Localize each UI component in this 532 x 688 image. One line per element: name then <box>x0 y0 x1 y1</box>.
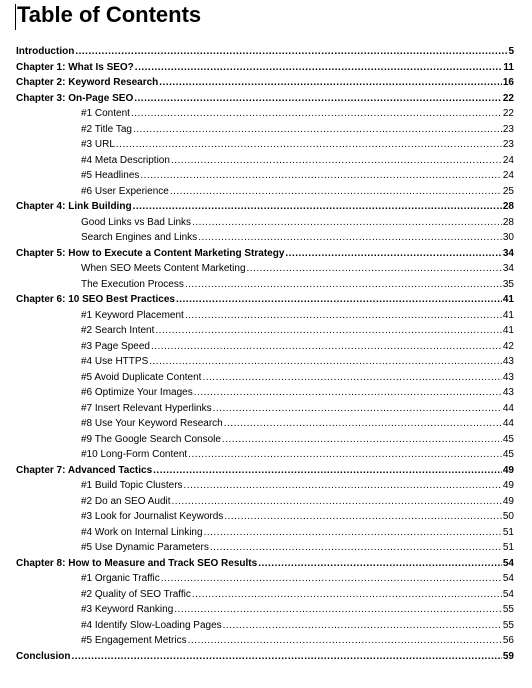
toc-entry-section[interactable] <box>16 494 514 510</box>
toc-entry-chapter[interactable] <box>16 556 514 572</box>
toc-entry-label: #4 Work on Internal Linking <box>81 526 203 538</box>
toc-page-number: 54 <box>502 573 514 584</box>
toc-dot-leader <box>192 215 502 231</box>
toc-entry-section[interactable] <box>16 168 514 184</box>
toc-page-number: 49 <box>502 495 514 507</box>
toc-entry-label: #3 Keyword Ranking <box>81 604 174 615</box>
toc-entry-chapter[interactable] <box>16 60 514 76</box>
table-of-contents <box>16 44 514 664</box>
toc-entry-section[interactable] <box>16 385 514 401</box>
toc-entry-chapter[interactable] <box>16 199 514 215</box>
toc-dot-leader <box>194 385 502 401</box>
toc-entry-section[interactable] <box>16 432 514 448</box>
toc-entry-label: Chapter 8: How to Measure and Track SEO Results <box>16 557 258 569</box>
toc-entry-chapter[interactable] <box>16 292 514 308</box>
toc-page-number: 45 <box>502 433 514 445</box>
toc-dot-leader <box>153 463 502 479</box>
toc-entry-label: #6 Optimize Your Images <box>81 387 193 398</box>
toc-entry-label: #4 Use HTTPS <box>81 356 149 367</box>
toc-page-number: 43 <box>502 371 514 383</box>
toc-entry-section[interactable] <box>16 184 514 200</box>
toc-entry-chapter[interactable] <box>16 75 514 91</box>
toc-page-number: 23 <box>502 123 514 135</box>
toc-entry-section[interactable] <box>16 339 514 355</box>
toc-dot-leader <box>133 122 502 138</box>
toc-entry-section[interactable] <box>16 401 514 417</box>
toc-entry-section[interactable] <box>16 153 514 169</box>
toc-page-number: 59 <box>502 650 514 662</box>
toc-entry-label: Introduction <box>16 46 75 57</box>
toc-entry-chapter[interactable] <box>16 44 514 60</box>
toc-dot-leader <box>247 261 502 277</box>
toc-entry-label: Search Engines and Links <box>81 232 198 243</box>
toc-entry-chapter[interactable] <box>16 91 514 107</box>
toc-entry-label: Chapter 3: On-Page SEO <box>16 92 134 104</box>
toc-entry-label: When SEO Meets Content Marketing <box>81 263 246 274</box>
toc-dot-leader <box>192 587 502 603</box>
toc-entry-section[interactable] <box>16 602 514 618</box>
toc-entry-label: #5 Avoid Duplicate Content <box>81 371 202 383</box>
toc-entry-chapter[interactable] <box>16 246 514 262</box>
toc-dot-leader <box>134 91 502 107</box>
toc-page-number: 43 <box>502 356 514 367</box>
toc-page-number: 41 <box>502 309 514 321</box>
toc-entry-label: #2 Title Tag <box>81 123 132 135</box>
toc-page-number: 45 <box>502 449 514 460</box>
toc-entry-section[interactable] <box>16 215 514 231</box>
toc-page-number: 22 <box>502 108 514 119</box>
toc-dot-leader <box>258 556 502 572</box>
toc-entry-section[interactable] <box>16 308 514 324</box>
toc-dot-leader <box>185 308 502 324</box>
toc-entry-label: Chapter 5: How to Execute a Content Marketing Strategy <box>16 247 285 259</box>
toc-dot-leader <box>170 184 502 200</box>
toc-page-number: 55 <box>502 619 514 631</box>
toc-dot-leader <box>222 432 502 448</box>
toc-entry-section[interactable] <box>16 370 514 386</box>
toc-dot-leader <box>224 416 502 432</box>
toc-entry-label: Chapter 2: Keyword Research <box>16 77 159 88</box>
toc-entry-label: #2 Quality of SEO Traffic <box>81 588 191 600</box>
toc-page-number: 41 <box>502 325 514 336</box>
toc-page-number: 35 <box>502 278 514 290</box>
toc-entry-label: Conclusion <box>16 650 71 662</box>
toc-entry-section[interactable] <box>16 416 514 432</box>
toc-entry-section[interactable] <box>16 122 514 138</box>
toc-entry-section[interactable] <box>16 230 514 246</box>
toc-dot-leader <box>131 106 502 122</box>
toc-entry-label: #3 Look for Journalist Keywords <box>81 511 224 522</box>
toc-dot-leader <box>135 60 503 76</box>
toc-dot-leader <box>161 571 502 587</box>
toc-dot-leader <box>223 618 502 634</box>
toc-entry-label: #5 Engagement Metrics <box>81 635 187 646</box>
toc-entry-section[interactable] <box>16 261 514 277</box>
toc-page-number: 55 <box>502 604 514 615</box>
toc-page-number: 34 <box>502 263 514 274</box>
toc-dot-leader <box>224 509 502 525</box>
toc-dot-leader <box>133 199 502 215</box>
toc-page-number: 28 <box>502 216 514 228</box>
toc-entry-section[interactable] <box>16 137 514 153</box>
toc-page-number: 34 <box>502 247 514 259</box>
toc-dot-leader <box>188 633 502 649</box>
toc-dot-leader <box>213 401 502 417</box>
toc-page-number: 56 <box>502 635 514 646</box>
toc-entry-chapter[interactable] <box>16 463 514 479</box>
toc-page-number: 16 <box>502 77 514 88</box>
toc-entry-section[interactable] <box>16 587 514 603</box>
toc-dot-leader <box>198 230 502 246</box>
toc-entry-label: #1 Organic Traffic <box>81 573 160 584</box>
toc-entry-label: Chapter 6: 10 SEO Best Practices <box>16 294 175 305</box>
toc-page-number: 23 <box>502 139 514 150</box>
toc-entry-section[interactable] <box>16 106 514 122</box>
toc-entry-section[interactable] <box>16 447 514 463</box>
toc-entry-label: #10 Long-Form Content <box>81 449 188 460</box>
toc-page-number: 41 <box>502 294 514 305</box>
toc-page-number: 51 <box>502 526 514 538</box>
toc-entry-label: #5 Headlines <box>81 170 140 181</box>
toc-page-number: 30 <box>502 232 514 243</box>
toc-page-number: 44 <box>502 418 514 429</box>
toc-entry-section[interactable] <box>16 540 514 556</box>
toc-entry-label: #7 Insert Relevant Hyperlinks <box>81 402 212 414</box>
toc-page-number: 43 <box>502 387 514 398</box>
toc-dot-leader <box>151 339 502 355</box>
toc-entry-label: #6 User Experience <box>81 185 169 197</box>
toc-dot-leader <box>204 525 502 541</box>
toc-dot-leader <box>285 246 501 262</box>
toc-dot-leader <box>188 447 502 463</box>
toc-page-number: 11 <box>503 61 514 73</box>
toc-entry-label: #2 Do an SEO Audit <box>81 495 171 507</box>
text-cursor <box>15 4 16 30</box>
toc-dot-leader <box>185 277 502 293</box>
toc-entry-label: #5 Use Dynamic Parameters <box>81 542 209 553</box>
toc-page-number: 51 <box>502 542 514 553</box>
toc-dot-leader <box>184 478 502 494</box>
toc-dot-leader <box>176 292 502 308</box>
toc-dot-leader <box>75 44 507 60</box>
toc-entry-label: #4 Meta Description <box>81 154 170 166</box>
toc-entry-section[interactable] <box>16 478 514 494</box>
toc-entry-label: Good Links vs Bad Links <box>81 216 192 228</box>
toc-entry-chapter[interactable] <box>16 649 514 665</box>
toc-dot-leader <box>140 168 502 184</box>
toc-page-number: 49 <box>502 480 514 491</box>
toc-entry-label: Chapter 1: What Is SEO? <box>16 61 134 73</box>
toc-entry-label: The Execution Process <box>81 278 184 290</box>
toc-entry-label: #8 Use Your Keyword Research <box>81 418 223 429</box>
toc-entry-section[interactable] <box>16 525 514 541</box>
toc-dot-leader <box>159 75 502 91</box>
toc-entry-label: #4 Identify Slow-Loading Pages <box>81 619 222 631</box>
toc-entry-section[interactable] <box>16 571 514 587</box>
toc-dot-leader <box>116 137 502 153</box>
toc-entry-label: #1 Keyword Placement <box>81 309 184 321</box>
toc-entry-label: #9 The Google Search Console <box>81 433 221 445</box>
toc-dot-leader <box>149 354 502 370</box>
toc-entry-label: Chapter 7: Advanced Tactics <box>16 464 153 476</box>
toc-entry-label: #3 URL <box>81 139 115 150</box>
toc-dot-leader <box>171 153 502 169</box>
toc-page-number: 24 <box>502 170 514 181</box>
toc-dot-leader <box>210 540 502 556</box>
toc-page-number: 54 <box>502 557 514 569</box>
page-title[interactable]: Table of Contents <box>17 2 202 27</box>
toc-dot-leader <box>172 494 502 510</box>
toc-page-number: 42 <box>502 340 514 352</box>
toc-dot-leader <box>202 370 501 386</box>
toc-dot-leader <box>155 323 501 339</box>
toc-page-number: 50 <box>502 511 514 522</box>
toc-entry-label: #1 Build Topic Clusters <box>81 480 183 491</box>
toc-page-number: 24 <box>502 154 514 166</box>
toc-entry-section[interactable] <box>16 323 514 339</box>
toc-page-number: 25 <box>502 185 514 197</box>
toc-page-number: 22 <box>502 92 514 104</box>
toc-dot-leader <box>174 602 502 618</box>
toc-entry-label: #2 Search Intent <box>81 325 155 336</box>
toc-page-number: 28 <box>502 201 514 212</box>
toc-page-number: 54 <box>502 588 514 600</box>
toc-entry-label: #1 Content <box>81 108 130 119</box>
toc-entry-section[interactable] <box>16 509 514 525</box>
toc-entry-section[interactable] <box>16 618 514 634</box>
toc-entry-section[interactable] <box>16 633 514 649</box>
toc-entry-label: #3 Page Speed <box>81 340 150 352</box>
toc-entry-section[interactable] <box>16 354 514 370</box>
toc-page-number: 5 <box>508 46 514 57</box>
toc-entry-label: Chapter 4: Link Building <box>16 201 132 212</box>
toc-dot-leader <box>71 649 501 665</box>
toc-page-number: 49 <box>502 464 514 476</box>
toc-entry-section[interactable] <box>16 277 514 293</box>
toc-page-number: 44 <box>502 402 514 414</box>
